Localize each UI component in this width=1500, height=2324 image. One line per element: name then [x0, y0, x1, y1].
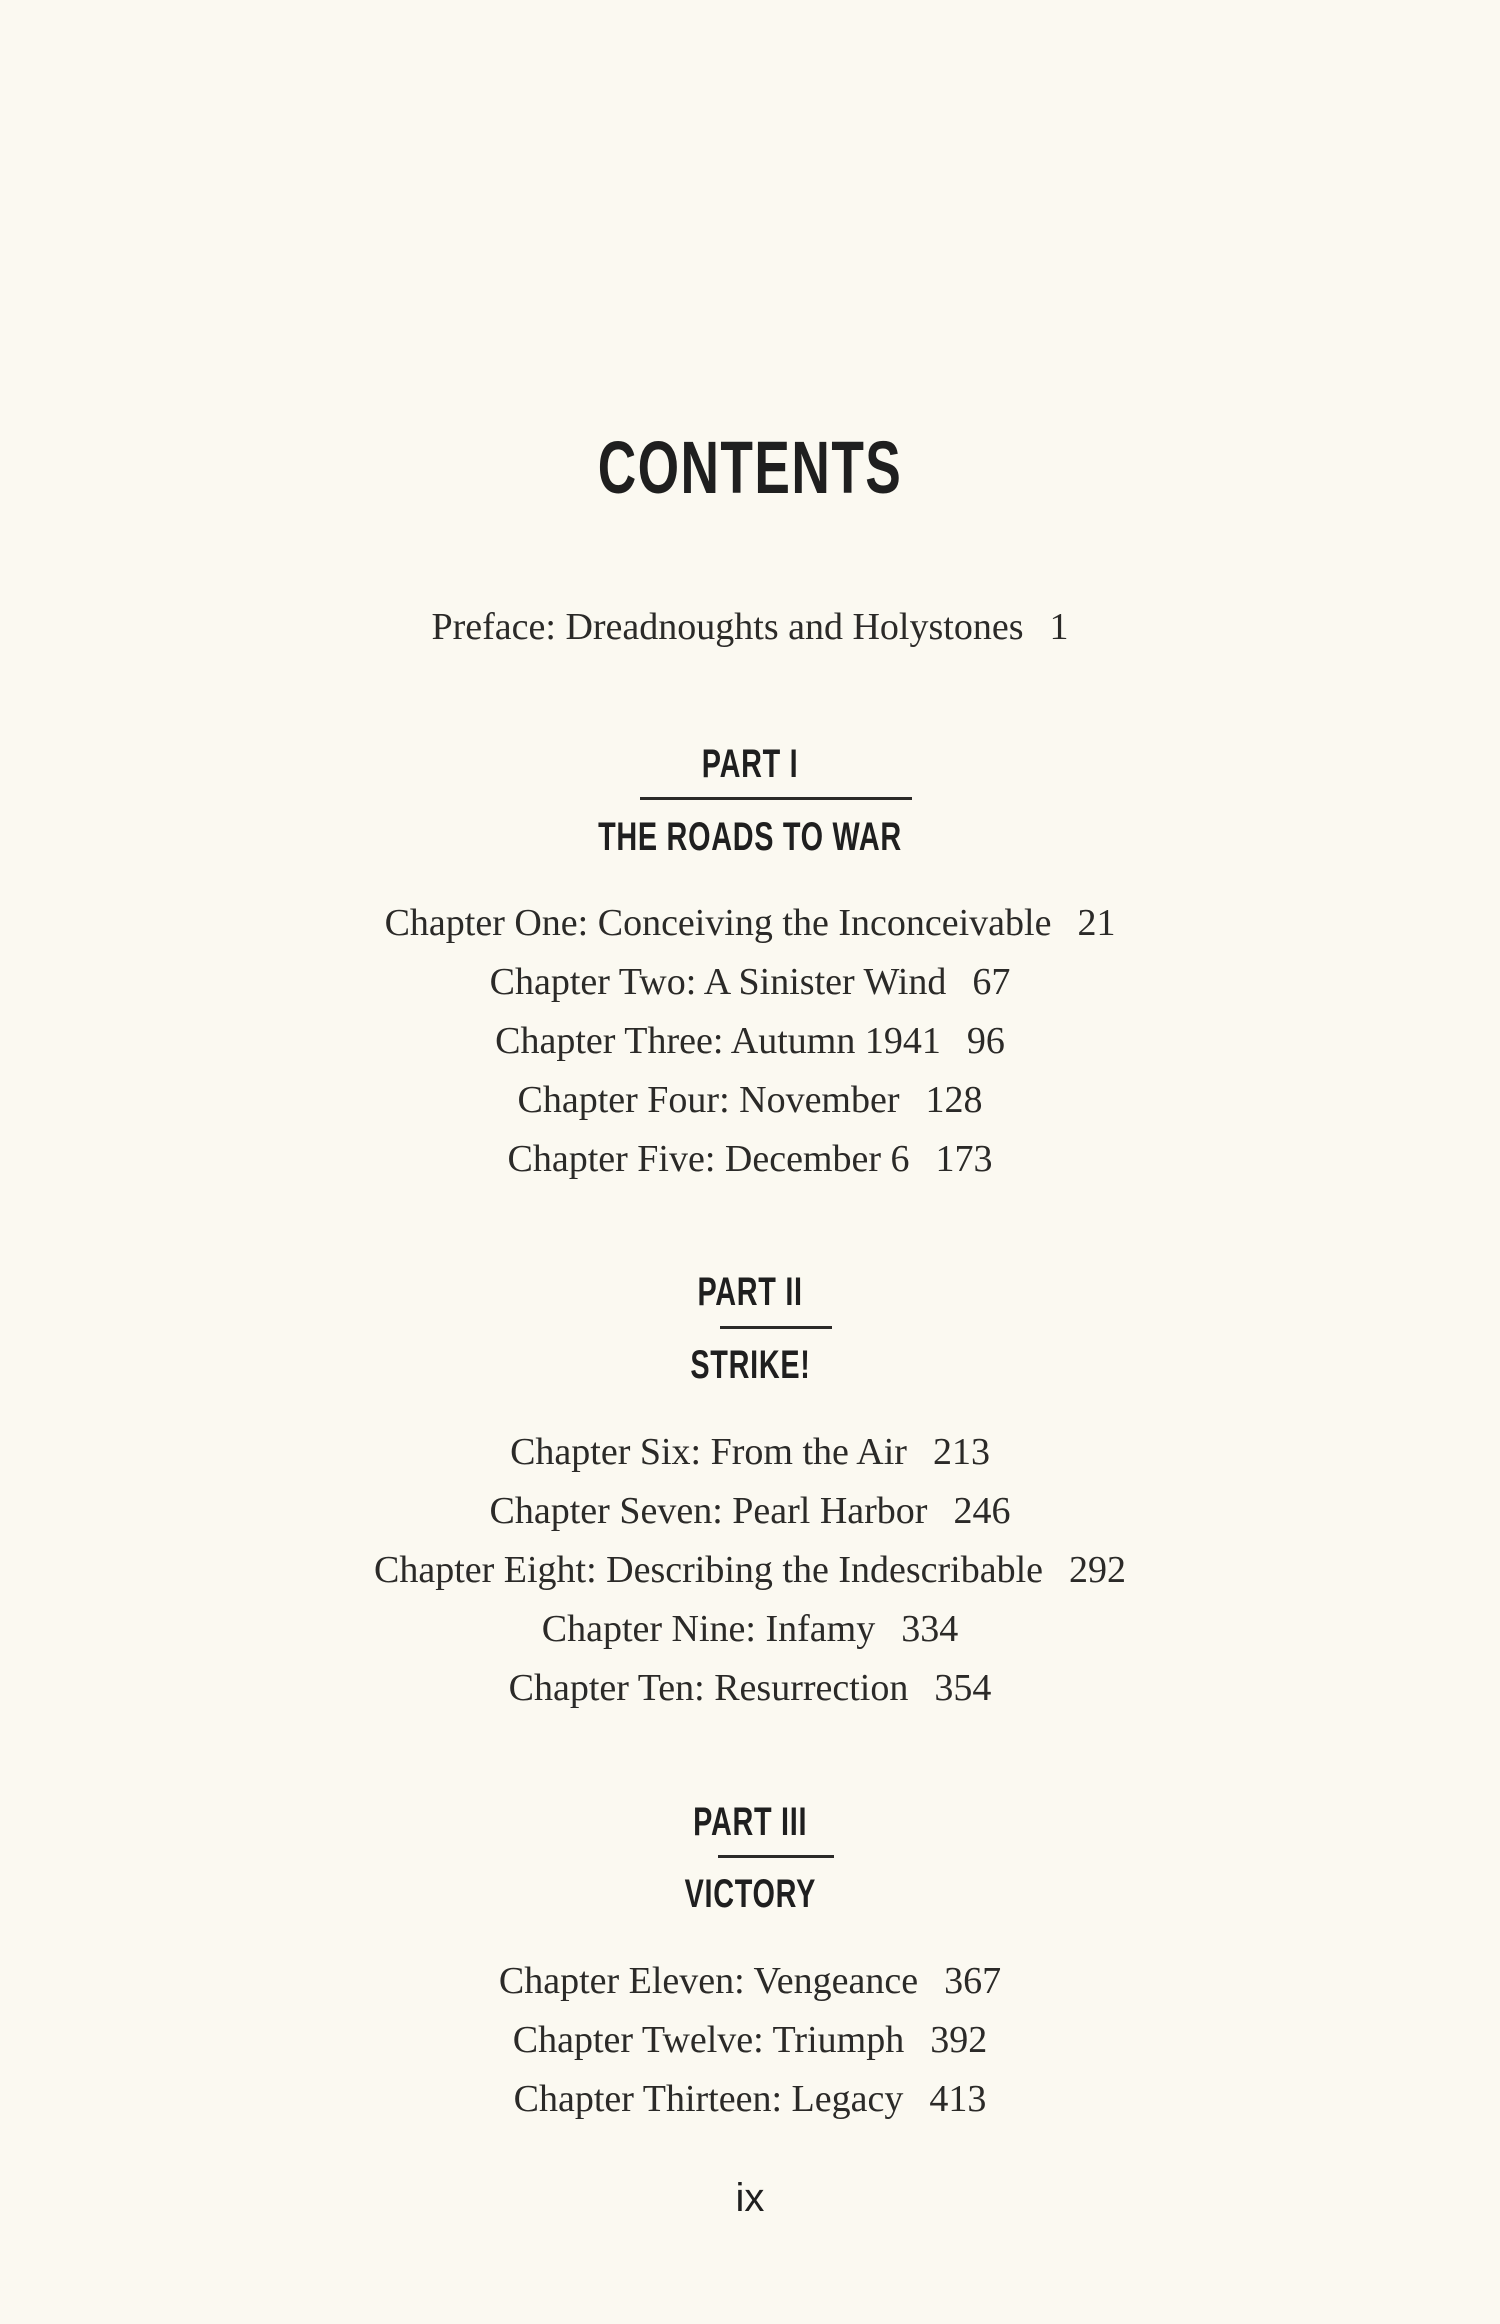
toc-entry[interactable] [0, 1433, 1500, 1471]
entry-page-number: 21 [1077, 902, 1116, 944]
part-3-label: PART III [692, 1800, 808, 1844]
entry-title: Preface: Dreadnoughts and Holystones [431, 606, 1024, 648]
entry-page-number: 67 [972, 961, 1011, 1003]
toc-entry[interactable] [0, 2021, 1500, 2059]
entry-title: Chapter Four: November [517, 1079, 900, 1121]
part-3-title: VICTORY [684, 1872, 816, 1916]
page-number: ix [735, 2176, 765, 2220]
entry-title: Chapter Thirteen: Legacy [513, 2078, 904, 2120]
entry-page-number: 213 [932, 1431, 990, 1473]
toc-entry[interactable] [0, 1551, 1500, 1589]
toc-entry[interactable] [0, 2080, 1500, 2118]
toc-entry[interactable] [0, 1140, 1500, 1178]
toc-entry[interactable] [0, 904, 1500, 942]
entry-title: Chapter Eleven: Vengeance [498, 1960, 919, 2002]
entry-page-number: 334 [901, 1608, 959, 1650]
toc-entry[interactable] [0, 1081, 1500, 1119]
entry-page-number: 392 [930, 2019, 988, 2061]
entry-title: Chapter One: Conceiving the Inconceivable [384, 902, 1052, 944]
entry-title: Chapter Seven: Pearl Harbor [489, 1490, 928, 1532]
toc-entry[interactable] [0, 1962, 1500, 2000]
toc-entry[interactable] [0, 963, 1500, 1001]
entry-title: Chapter Five: December 6 [507, 1138, 910, 1180]
toc-entry[interactable] [0, 1669, 1500, 1707]
entry-title: Chapter Nine: Infamy [541, 1608, 876, 1650]
entry-page-number: 367 [944, 1960, 1002, 2002]
part-1-rule [640, 797, 912, 800]
entry-title: Chapter Six: From the Air [510, 1431, 907, 1473]
page-title: CONTENTS [597, 426, 903, 509]
entry-page-number: 413 [929, 2078, 987, 2120]
entry-page-number: 128 [925, 1079, 983, 1121]
preface-entry[interactable] [0, 608, 1500, 646]
part-1-title: THE ROADS TO WAR [598, 815, 902, 859]
part-3-rule [718, 1855, 834, 1858]
toc-entry[interactable] [0, 1022, 1500, 1060]
entry-title: Chapter Eight: Describing the Indescribable [373, 1549, 1043, 1591]
toc-entry[interactable] [0, 1610, 1500, 1648]
part-2-rule [720, 1326, 832, 1329]
entry-page-number: 96 [966, 1020, 1005, 1062]
part-2-title: STRIKE! [689, 1343, 811, 1387]
toc-entry[interactable] [0, 1492, 1500, 1530]
part-1-label: PART I [701, 742, 799, 786]
entry-title: Chapter Twelve: Triumph [512, 2019, 905, 2061]
entry-page-number: 354 [934, 1667, 992, 1709]
entry-page-number: 246 [953, 1490, 1011, 1532]
entry-page-number: 173 [935, 1138, 993, 1180]
entry-title: Chapter Three: Autumn 1941 [495, 1020, 941, 1062]
entry-title: Chapter Ten: Resurrection [508, 1667, 909, 1709]
entry-page-number: 292 [1069, 1549, 1126, 1591]
entry-page-number: 1 [1049, 606, 1069, 648]
part-2-label: PART II [697, 1270, 803, 1314]
entry-title: Chapter Two: A Sinister Wind [489, 961, 947, 1003]
